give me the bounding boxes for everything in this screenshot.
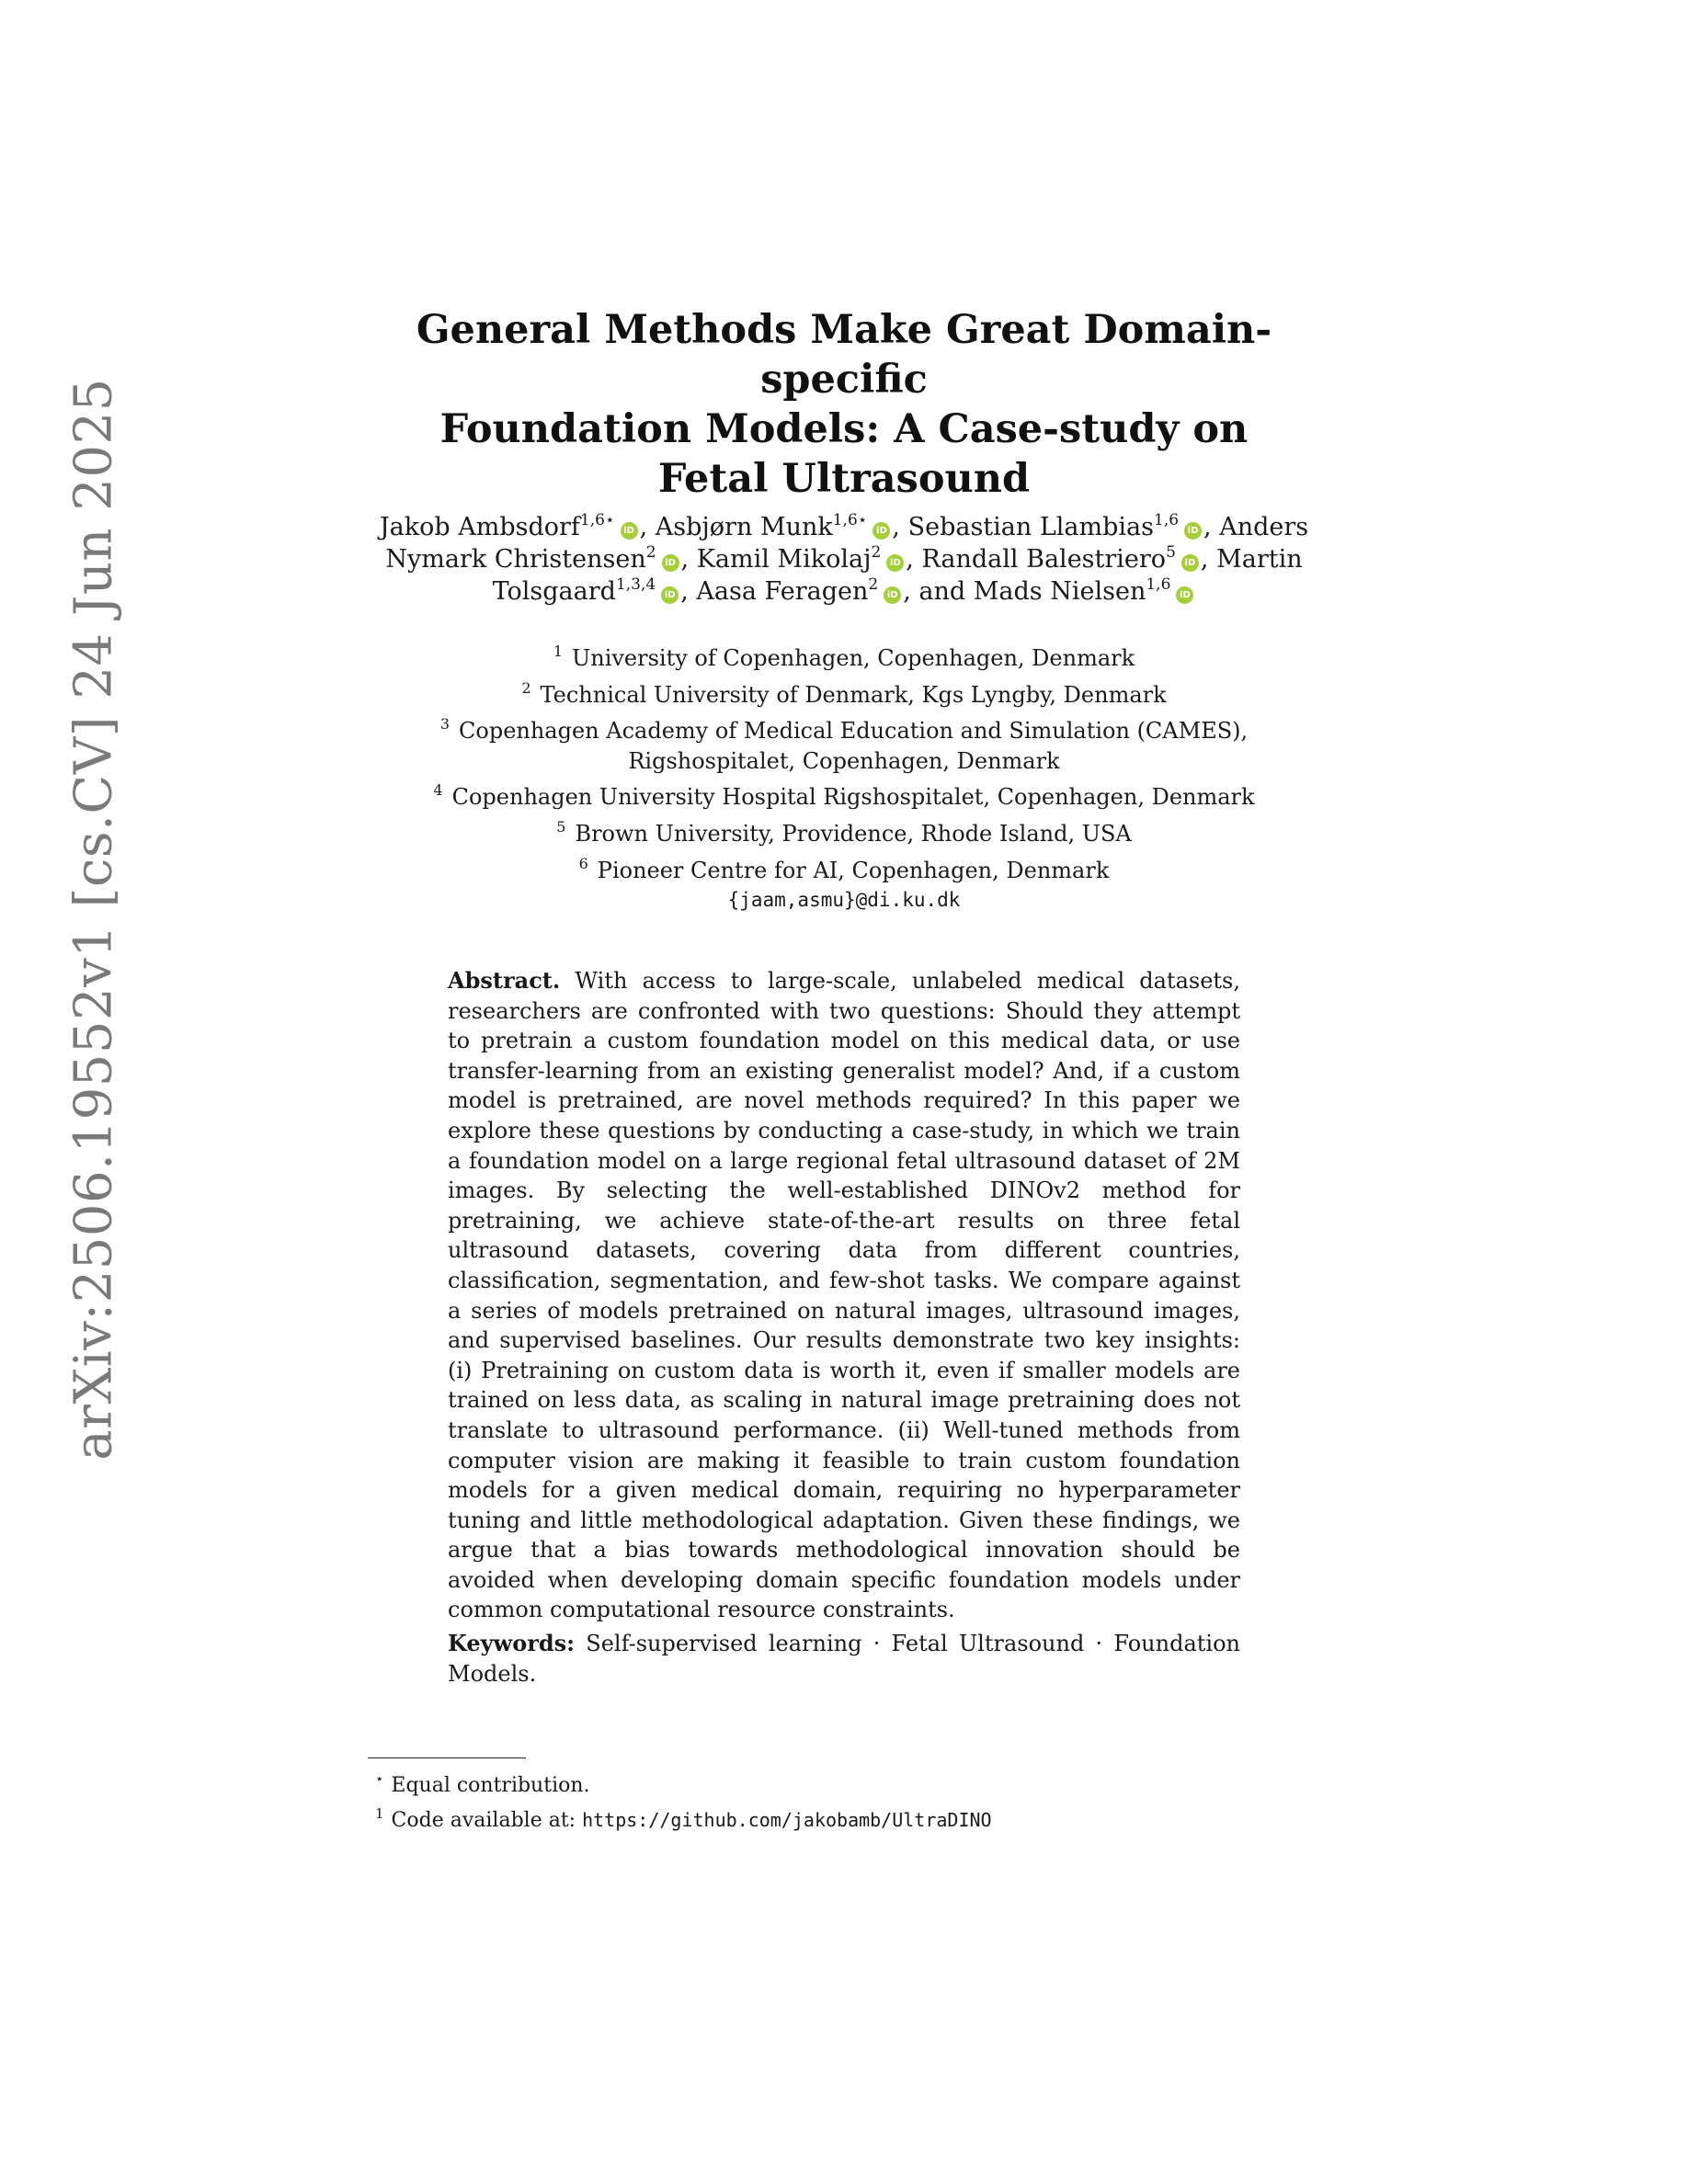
author-name-part: Tolsgaard bbox=[492, 577, 616, 606]
orcid-icon[interactable]: iD bbox=[661, 586, 679, 604]
title-line: Foundation Models: A Case-study on bbox=[439, 406, 1249, 452]
separator: , bbox=[1200, 545, 1217, 574]
keywords-text: Self-supervised learning · Fetal Ultrasound · Foundation Models. bbox=[448, 1631, 1240, 1687]
separator: , bbox=[1203, 513, 1220, 541]
keywords-label: Keywords: bbox=[448, 1630, 576, 1656]
affiliation-item bbox=[349, 674, 1339, 711]
footnotes bbox=[375, 1765, 1295, 1835]
affiliation-item bbox=[349, 776, 1339, 813]
title-line: Fetal Ultrasound bbox=[657, 456, 1031, 502]
affiliation-item bbox=[349, 710, 1339, 746]
separator: , bbox=[680, 545, 697, 574]
separator: , bbox=[906, 545, 922, 574]
author-affiliation-marks: 1,6 bbox=[1154, 511, 1180, 529]
orcid-icon[interactable]: iD bbox=[662, 554, 679, 572]
author-line-3 bbox=[349, 575, 1339, 608]
affiliation-item bbox=[349, 637, 1339, 674]
affiliation-number: 5 bbox=[556, 817, 566, 836]
author-affiliation-marks: 2 bbox=[868, 575, 879, 594]
affiliation-number: 1 bbox=[553, 643, 564, 660]
author-list bbox=[349, 511, 1339, 608]
footnote-mark: ⋆ bbox=[375, 1770, 384, 1787]
orcid-icon[interactable]: iD bbox=[884, 586, 901, 604]
affiliation-text: Copenhagen Academy of Medical Education and Simulation (CAMES), bbox=[459, 718, 1249, 745]
contact-email[interactable]: {jaam,asmu}@di.ku.dk bbox=[727, 889, 961, 912]
orcid-icon[interactable]: iD bbox=[621, 522, 638, 540]
affiliation-list bbox=[349, 637, 1339, 916]
footnote-equal-contribution bbox=[375, 1765, 1295, 1800]
orcid-icon[interactable]: iD bbox=[1184, 522, 1202, 540]
author-affiliation-marks: 2 bbox=[645, 543, 656, 562]
affiliation-text: Copenhagen University Hospital Rigshospitalet, Copenhagen, Denmark bbox=[451, 784, 1255, 811]
author-affiliation-marks: 1,6 bbox=[1146, 575, 1171, 594]
footnote-code bbox=[375, 1800, 1295, 1835]
affiliation-text: Technical University of Denmark, Kgs Lyngby, Denmark bbox=[540, 681, 1167, 708]
orcid-icon[interactable]: iD bbox=[1181, 554, 1199, 572]
affiliation-number: 3 bbox=[439, 715, 451, 734]
affiliation-number: 2 bbox=[521, 678, 531, 697]
title-line: General Methods Make Great Domain-specific bbox=[416, 307, 1272, 403]
footnote-text: Code available at: bbox=[391, 1809, 583, 1832]
affiliation-item bbox=[349, 813, 1339, 849]
affiliation-text: University of Copenhagen, Copenhagen, Denmark bbox=[572, 645, 1135, 671]
footnote-divider bbox=[368, 1757, 526, 1758]
affiliation-item bbox=[349, 849, 1339, 886]
abstract-label: Abstract. bbox=[448, 967, 561, 994]
paper-title bbox=[368, 305, 1320, 504]
author-name: Randall Balestriero bbox=[921, 545, 1167, 574]
affiliation-number: 4 bbox=[433, 781, 443, 800]
author-name: Jakob Ambsdorf bbox=[379, 513, 580, 541]
orcid-icon[interactable]: iD bbox=[886, 554, 904, 572]
orcid-icon[interactable]: iD bbox=[1176, 586, 1193, 604]
author-affiliation-marks: 1,6⋆ bbox=[579, 511, 615, 529]
separator: , bbox=[892, 513, 908, 541]
footnote-mark: 1 bbox=[375, 1805, 384, 1822]
keywords bbox=[448, 1629, 1240, 1689]
abstract bbox=[448, 966, 1240, 1625]
author-name: Kamil Mikolaj bbox=[696, 545, 872, 574]
author-affiliation-marks: 1,3,4 bbox=[615, 575, 656, 594]
author-name-part: Anders bbox=[1219, 513, 1309, 541]
author-name-part: Martin bbox=[1216, 545, 1303, 574]
arxiv-identifier-stamp: arXiv:2506.19552v1 [cs.CV] 24 Jun 2025 bbox=[63, 378, 124, 1461]
author-line-1 bbox=[349, 511, 1339, 543]
author-line-2 bbox=[349, 543, 1339, 575]
author-name: Sebastian Llambias bbox=[907, 513, 1154, 541]
author-name: Asbjørn Munk bbox=[655, 513, 833, 541]
author-affiliation-marks: 2 bbox=[871, 543, 882, 562]
author-affiliation-marks: 1,6⋆ bbox=[832, 511, 868, 529]
affiliation-number: 6 bbox=[578, 854, 588, 872]
separator: , and bbox=[903, 577, 974, 606]
abstract-text: With access to large-scale, unlabeled medical datasets, researchers are confronted with two questions: Should they attempt to pretrain a custom foundation model on this medical data, or use transfer-learning from an existing generalist model? And, if a custom model is pretrained, are novel methods required? In this paper we explore these questions by conducting a case-study, in which we train a foundation model on a large regional fetal ultrasound dataset of 2M images. By selecting the well-established DINOv2 method for pretraining, we achieve state-of-the-art results on three fetal ultrasound datasets, covering data from different countries, classification, segmentation, and few-shot tasks. We compare against a series of models pretrained on natural images, ultrasound images, and supervised baselines. Our results demonstrate two key insights: (i) Pretraining on custom data is worth it, even if smaller models are trained on less data, as scaling in natural image pretraining does not translate to ultrasound performance. (ii) Well-tuned methods from computer vision are making it feasible to train custom foundation models for a given medical domain, requiring no hyperparameter tuning and little methodological adaptation. Given these findings, we argue that a bias towards methodological innovation should be avoided when developing domain specific foundation models under common computational resource constraints. bbox=[448, 968, 1240, 1623]
separator: , bbox=[680, 577, 697, 606]
code-repository-link[interactable]: https://github.com/jakobamb/UltraDINO bbox=[582, 1809, 992, 1831]
author-affiliation-marks: 5 bbox=[1166, 543, 1176, 562]
separator: , bbox=[639, 513, 656, 541]
footnote-text: Equal contribution. bbox=[391, 1774, 590, 1797]
author-name: Aasa Feragen bbox=[696, 577, 869, 606]
author-name-part: Nymark Christensen bbox=[385, 545, 646, 574]
affiliation-text: Brown University, Providence, Rhode Island, USA bbox=[575, 820, 1132, 847]
affiliation-text: Pioneer Centre for AI, Copenhagen, Denmark bbox=[597, 857, 1110, 883]
author-name: Mads Nielsen bbox=[973, 577, 1146, 606]
orcid-icon[interactable]: iD bbox=[873, 522, 890, 540]
affiliation-item-continuation: Rigshospitalet, Copenhagen, Denmark bbox=[628, 747, 1060, 774]
